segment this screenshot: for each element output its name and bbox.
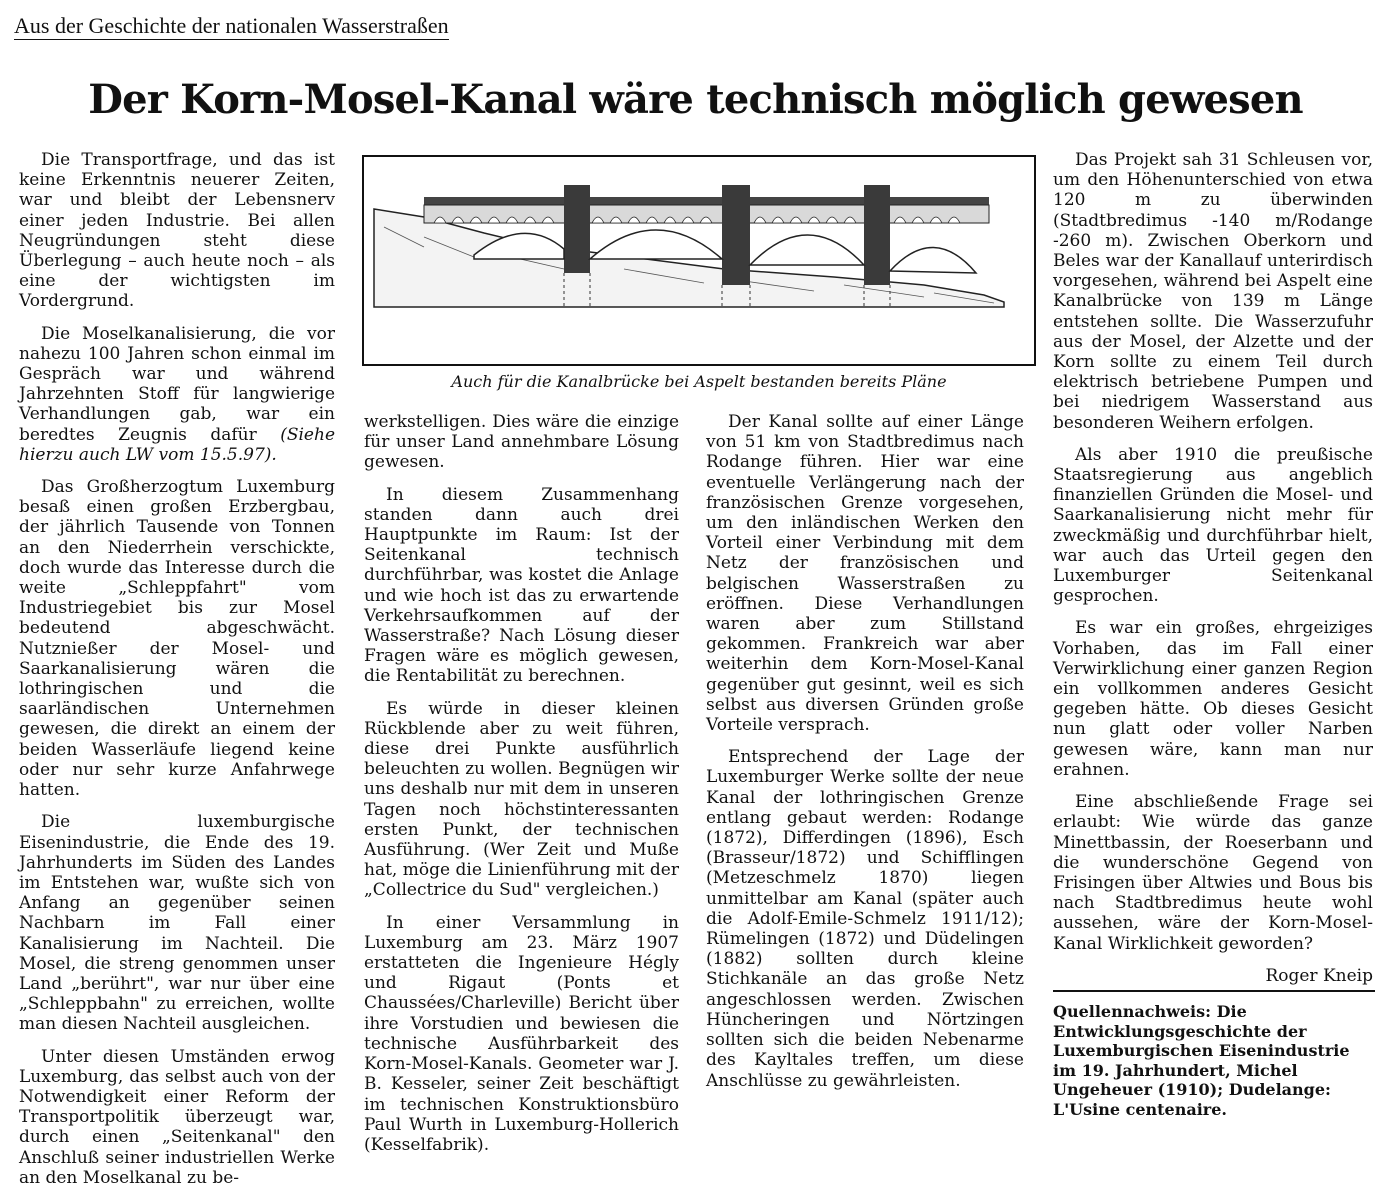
paragraph [19, 324, 335, 465]
paragraph: Die luxemburgische Eisenindustrie, die Ende des 19. Jahrhunderts im Süden des Landes im Entstehen war, wußte sich von Anfang an gegenüber seinen Nachbarn im Fall einer Kanalisierung im Nachteil. Die Mosel, die streng genommen unser Land „berührt", war nur über eine „Schleppbahn" zu erreichen, wollte man diesen Nachteil ausgleichen. [19, 812, 335, 1035]
paragraph-text: Die Moselkanalisierung, die vor nahezu 100 Jahren schon einmal im Gespräch war und während Jahrzehnten Stoff für langwierige Verhandlungen gab, war ein beredtes Zeugnis dafür [19, 323, 335, 445]
paragraph: Die Transportfrage, und das ist keine Erkenntnis neuerer Zeiten, war und bleibt der Lebensnerv einer jeden Industrie. Bei allen Neugründungen steht diese Überlegung – auch heute noch – als eine der wichtigsten im Vordergrund. [19, 150, 335, 312]
author-byline: Roger Kneip [1265, 965, 1373, 986]
article-column-2 [364, 412, 679, 1167]
paragraph: Als aber 1910 die preußische Staatsregierung aus angeblich finanziellen Gründen die Mosel- und Saarkanalisierung nicht mehr für zweckmäßig und durchführbar hielt, war auch das Urteil gegen den Luxemburger Seitenkanal gesprochen. [1053, 444, 1373, 607]
section-kicker: Aus der Geschichte der nationalen Wasserstraßen [14, 13, 449, 38]
article-column-1 [19, 150, 335, 1200]
figure-caption: Auch für die Kanalbrücke bei Aspelt bestanden bereits Pläne [451, 372, 947, 391]
paragraph: In einer Versammlung in Luxemburg am 23. März 1907 erstatteten die Ingenieure Hégly und Rigaut (Ponts et Chaussées/Charleville) Bericht über ihre Vorstudien und bewiesen die technische Ausführbarkeit des Korn-Mosel-Kanals. Geometer war J. B. Kesseler, seiner Zeit beschäftigt im technischen Konstruktionsbüro Paul Wurth in Luxemburg-Hollerich (Kesselfabrik). [364, 912, 679, 1155]
paragraph: Unter diesen Umständen erwog Luxemburg, das selbst auch von der Notwendigkeit einer Reform der Transportpolitik überzeugt war, durch einen „Seitenkanal" den Anschluß seiner industriellen Werke an den Moselkanal zu be- [19, 1046, 335, 1188]
canal-bridge-illustration [362, 155, 1036, 366]
paragraph: Das Projekt sah 31 Schleusen vor, um den Höhenunterschied von etwa 120 m zu überwinden (Stadtbredimus -140 m/Rodange -260 m). Zwischen Oberkorn und Beles war der Kanallauf unterirdisch vorgesehen, während bei Aspelt eine Kanalbrücke von 139 m Länge entstehen sollte. Die Wasserzufuhr aus der Mosel, der Alzette und der Korn sollte zu einem Teil durch elektrisch betriebene Pumpen und bei niedrigem Wasserstand aus besonderen Weihern erfolgen. [1053, 150, 1373, 433]
paragraph: Der Kanal sollte auf einer Länge von 51 km von Stadtbredimus nach Rodange führen. Hier war eine eventuelle Verlängerung nach der französischen Grenze vorgesehen, um den inländischen Werken den Vorteil einer Verbindung mit dem Netz der französischen und belgischen Wasserstraßen zu eröffnen. Diese Verhandlungen waren aber zum Stillstand gekommen. Frankreich war aber weiterhin dem Korn-Mosel-Kanal gegenüber gut gesinnt, weil es sich selbst aus diversen Gründen große Vorteile versprach. [706, 412, 1024, 736]
reference-note: (Siehe hierzu auch LW vom 15.5.97). [19, 424, 336, 465]
paragraph: werkstelligen. Dies wäre die einzige für unser Land annehmbare Lösung gewesen. [364, 412, 679, 473]
paragraph: Es würde in dieser kleinen Rückblende aber zu weit führen, diese drei Punkte ausführlich beleuchten zu wollen. Begnügen wir uns deshalb nur mit dem in unseren Tagen noch höchstinteressanten ersten Punkt, der technischen Ausführung. (Wer Zeit und Muße hat, möge die Linienführung mit der „Collectrice du Sud" vergleichen.) [364, 698, 679, 901]
paragraph: In diesem Zusammenhang standen dann auch drei Hauptpunkte im Raum: Ist der Seitenkanal technisch durchführbar, was kostet die Anlage und wie hoch ist das zu erwartende Verkehrsaufkommen auf der Wasserstraße? Nach Lösung dieser Fragen wäre es möglich gewesen, die Rentabilität zu berechnen. [364, 484, 679, 687]
bridge-drawing [364, 157, 1034, 364]
paragraph: Eine abschließende Frage sei erlaubt: Wie würde das ganze Minettbassin, der Roeserbann und die wunderschöne Gegend von Frisingen über Altwies und Bous bis nach Stadtbredimus heute wohl aussehen, wäre der Korn-Mosel-Kanal Wirklichkeit geworden? [1053, 792, 1373, 954]
article-column-4 [1053, 150, 1373, 998]
article-headline: Der Korn-Mosel-Kanal wäre technisch möglich gewesen [88, 76, 1303, 123]
paragraph: Das Großherzogtum Luxemburg besaß einen großen Erzbergbau, der jährlich Tausende von Tonnen an den Niederrhein verschickte, doch wurde das Interesse durch die weite „Schleppfahrt" vom Industriegebiet bis zur Mosel bedeutend abgeschwächt. Nutznießer der Mosel- und Saarkanalisierung wären die lothringischen und die saarländischen Unternehmen gewesen, die direkt an einem der beiden Wasserläufe liegend keine oder nur sehr kurze Anfahrwege hatten. [19, 477, 335, 801]
sources-box: Quellennachweis: Die Entwicklungsgeschichte der Luxemburgischen Eisenindustrie im 19. Jahrhundert, Michel Ungeheuer (1910); Dudelange: L'Usine centenaire. [1053, 990, 1375, 1119]
paragraph: Entsprechend der Lage der Luxemburger Werke sollte der neue Kanal der lothringischen Grenze entlang gebaut werden: Rodange (1872), Differdingen (1896), Esch (Brasseur/1872) und Schifflingen (Metzeschmelz 1870) liegen unmittelbar am Kanal (später auch die Adolf-Emile-Schmelz 1911/12); Rümelingen (1872) und Düdelingen (1882) sollten durch kleine Stichkanäle an das große Netz angeschlossen werden. Zwischen Hüncheringen und Nörtzingen sollten sich die beiden Nebenarme des Kayltales treffen, um diese Anschlüsse zu gewährleisten. [706, 747, 1024, 1091]
paragraph: Es war ein großes, ehrgeiziges Vorhaben, das im Fall einer Verwirklichung einer ganzen Region ein vollkommen anderes Gesicht gegeben hätte. Ob dieses Gesicht nun glatt oder voller Narben gewesen wäre, kann man nur erahnen. [1053, 618, 1373, 780]
article-column-3 [706, 412, 1024, 1103]
